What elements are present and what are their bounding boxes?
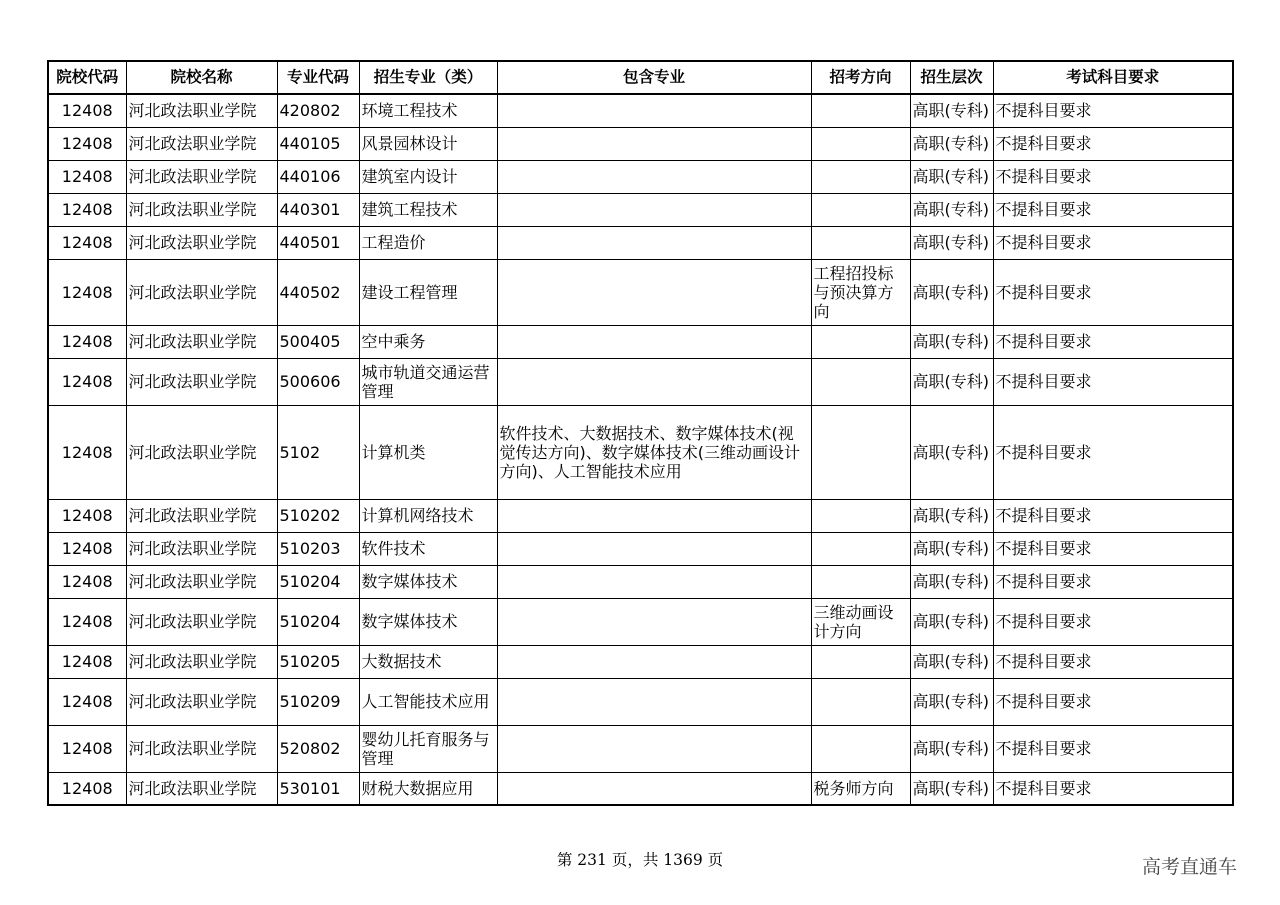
cell-direction	[811, 193, 910, 226]
table-row	[48, 725, 1233, 772]
cell-level: 高职(专科)	[910, 325, 993, 358]
cell-school-name: 河北政法职业学院	[126, 725, 277, 772]
cell-major-name: 空中乘务	[359, 325, 497, 358]
cell-major-code: 5102	[277, 405, 359, 499]
cell-school-code: 12408	[48, 358, 126, 405]
cell-level: 高职(专科)	[910, 678, 993, 725]
cell-direction	[811, 499, 910, 532]
cell-subject-requirement: 不提科目要求	[993, 725, 1233, 772]
cell-level: 高职(专科)	[910, 127, 993, 160]
cell-direction: 税务师方向	[811, 772, 910, 805]
table-row	[48, 325, 1233, 358]
cell-included-majors	[497, 94, 811, 127]
cell-major-name: 建设工程管理	[359, 259, 497, 325]
cell-school-code: 12408	[48, 160, 126, 193]
cell-school-name: 河北政法职业学院	[126, 499, 277, 532]
table-row	[48, 645, 1233, 678]
cell-school-name: 河北政法职业学院	[126, 532, 277, 565]
cell-included-majors: 软件技术、大数据技术、数字媒体技术(视觉传达方向)、数字媒体技术(三维动画设计方向)、人工智能技术应用	[497, 405, 811, 499]
table-row	[48, 678, 1233, 725]
cell-school-code: 12408	[48, 259, 126, 325]
cell-school-code: 12408	[48, 772, 126, 805]
cell-major-code: 420802	[277, 94, 359, 127]
cell-direction	[811, 325, 910, 358]
cell-subject-requirement: 不提科目要求	[993, 127, 1233, 160]
cell-subject-requirement: 不提科目要求	[993, 325, 1233, 358]
cell-school-name: 河北政法职业学院	[126, 259, 277, 325]
cell-school-code: 12408	[48, 499, 126, 532]
cell-direction: 工程招投标与预决算方向	[811, 259, 910, 325]
cell-direction	[811, 645, 910, 678]
cell-level: 高职(专科)	[910, 193, 993, 226]
cell-subject-requirement: 不提科目要求	[993, 259, 1233, 325]
cell-school-code: 12408	[48, 598, 126, 645]
cell-subject-requirement: 不提科目要求	[993, 160, 1233, 193]
cell-subject-requirement: 不提科目要求	[993, 565, 1233, 598]
cell-major-code: 440105	[277, 127, 359, 160]
col-header-included-majors: 包含专业	[497, 61, 811, 94]
cell-level: 高职(专科)	[910, 358, 993, 405]
cell-major-code: 530101	[277, 772, 359, 805]
table-row	[48, 358, 1233, 405]
cell-major-name: 计算机网络技术	[359, 499, 497, 532]
cell-major-name: 大数据技术	[359, 645, 497, 678]
cell-direction	[811, 358, 910, 405]
table-row	[48, 160, 1233, 193]
cell-major-code: 510204	[277, 598, 359, 645]
cell-major-name: 人工智能技术应用	[359, 678, 497, 725]
cell-school-code: 12408	[48, 678, 126, 725]
cell-school-code: 12408	[48, 565, 126, 598]
table-body	[48, 94, 1233, 805]
cell-included-majors	[497, 499, 811, 532]
cell-included-majors	[497, 160, 811, 193]
col-header-direction: 招考方向	[811, 61, 910, 94]
table-row	[48, 565, 1233, 598]
cell-major-code: 440502	[277, 259, 359, 325]
col-header-major: 招生专业（类）	[359, 61, 497, 94]
cell-major-name: 城市轨道交通运营管理	[359, 358, 497, 405]
cell-subject-requirement: 不提科目要求	[993, 598, 1233, 645]
cell-major-code: 510204	[277, 565, 359, 598]
cell-major-code: 510202	[277, 499, 359, 532]
cell-included-majors	[497, 325, 811, 358]
cell-major-code: 510209	[277, 678, 359, 725]
table-row	[48, 598, 1233, 645]
cell-major-name: 计算机类	[359, 405, 497, 499]
col-header-school-name: 院校名称	[126, 61, 277, 94]
cell-major-code: 510203	[277, 532, 359, 565]
cell-major-code: 440106	[277, 160, 359, 193]
page-number: 第 231 页，共 1369 页	[556, 851, 724, 869]
cell-level: 高职(专科)	[910, 499, 993, 532]
cell-direction	[811, 678, 910, 725]
cell-major-code: 500405	[277, 325, 359, 358]
cell-level: 高职(专科)	[910, 725, 993, 772]
cell-subject-requirement: 不提科目要求	[993, 532, 1233, 565]
cell-subject-requirement: 不提科目要求	[993, 358, 1233, 405]
cell-major-name: 数字媒体技术	[359, 598, 497, 645]
cell-subject-requirement: 不提科目要求	[993, 94, 1233, 127]
cell-level: 高职(专科)	[910, 94, 993, 127]
cell-major-name: 工程造价	[359, 226, 497, 259]
cell-included-majors	[497, 725, 811, 772]
cell-direction	[811, 532, 910, 565]
cell-subject-requirement: 不提科目要求	[993, 645, 1233, 678]
cell-included-majors	[497, 193, 811, 226]
table-row	[48, 226, 1233, 259]
cell-school-name: 河北政法职业学院	[126, 160, 277, 193]
cell-major-code: 510205	[277, 645, 359, 678]
table-row	[48, 193, 1233, 226]
table-row	[48, 94, 1233, 127]
cell-school-code: 12408	[48, 405, 126, 499]
cell-level: 高职(专科)	[910, 160, 993, 193]
cell-major-name: 软件技术	[359, 532, 497, 565]
cell-school-name: 河北政法职业学院	[126, 772, 277, 805]
cell-school-name: 河北政法职业学院	[126, 325, 277, 358]
cell-level: 高职(专科)	[910, 772, 993, 805]
cell-direction	[811, 725, 910, 772]
cell-level: 高职(专科)	[910, 226, 993, 259]
cell-major-code: 440501	[277, 226, 359, 259]
admissions-table	[47, 60, 1234, 806]
cell-subject-requirement: 不提科目要求	[993, 226, 1233, 259]
cell-included-majors	[497, 598, 811, 645]
cell-included-majors	[497, 565, 811, 598]
cell-school-name: 河北政法职业学院	[126, 405, 277, 499]
cell-level: 高职(专科)	[910, 565, 993, 598]
cell-school-code: 12408	[48, 127, 126, 160]
cell-direction: 三维动画设计方向	[811, 598, 910, 645]
cell-school-name: 河北政法职业学院	[126, 358, 277, 405]
cell-level: 高职(专科)	[910, 532, 993, 565]
cell-level: 高职(专科)	[910, 259, 993, 325]
cell-school-code: 12408	[48, 325, 126, 358]
cell-school-name: 河北政法职业学院	[126, 598, 277, 645]
cell-level: 高职(专科)	[910, 405, 993, 499]
cell-subject-requirement: 不提科目要求	[993, 405, 1233, 499]
cell-school-name: 河北政法职业学院	[126, 226, 277, 259]
cell-school-code: 12408	[48, 532, 126, 565]
cell-direction	[811, 226, 910, 259]
col-header-subject-requirement: 考试科目要求	[993, 61, 1233, 94]
cell-direction	[811, 160, 910, 193]
cell-school-name: 河北政法职业学院	[126, 565, 277, 598]
col-header-school-code: 院校代码	[48, 61, 126, 94]
cell-major-code: 500606	[277, 358, 359, 405]
cell-major-code: 440301	[277, 193, 359, 226]
table-row	[48, 499, 1233, 532]
cell-school-name: 河北政法职业学院	[126, 127, 277, 160]
cell-level: 高职(专科)	[910, 645, 993, 678]
cell-major-name: 财税大数据应用	[359, 772, 497, 805]
table-row	[48, 772, 1233, 805]
table-row	[48, 532, 1233, 565]
cell-school-code: 12408	[48, 94, 126, 127]
col-header-major-code: 专业代码	[277, 61, 359, 94]
cell-included-majors	[497, 532, 811, 565]
cell-school-name: 河北政法职业学院	[126, 94, 277, 127]
table-row	[48, 259, 1233, 325]
cell-major-name: 建筑室内设计	[359, 160, 497, 193]
cell-subject-requirement: 不提科目要求	[993, 772, 1233, 805]
cell-school-name: 河北政法职业学院	[126, 645, 277, 678]
cell-school-code: 12408	[48, 226, 126, 259]
cell-major-name: 环境工程技术	[359, 94, 497, 127]
cell-major-name: 建筑工程技术	[359, 193, 497, 226]
cell-included-majors	[497, 358, 811, 405]
cell-subject-requirement: 不提科目要求	[993, 499, 1233, 532]
cell-included-majors	[497, 226, 811, 259]
table-row	[48, 127, 1233, 160]
table-row	[48, 405, 1233, 499]
cell-level: 高职(专科)	[910, 598, 993, 645]
cell-school-code: 12408	[48, 725, 126, 772]
cell-subject-requirement: 不提科目要求	[993, 678, 1233, 725]
cell-school-code: 12408	[48, 645, 126, 678]
cell-major-name: 风景园林设计	[359, 127, 497, 160]
cell-direction	[811, 94, 910, 127]
cell-major-name: 婴幼儿托育服务与管理	[359, 725, 497, 772]
cell-school-name: 河北政法职业学院	[126, 678, 277, 725]
col-header-level: 招生层次	[910, 61, 993, 94]
cell-included-majors	[497, 772, 811, 805]
cell-school-code: 12408	[48, 193, 126, 226]
header-row	[48, 61, 1233, 94]
cell-included-majors	[497, 645, 811, 678]
cell-direction	[811, 405, 910, 499]
cell-major-name: 数字媒体技术	[359, 565, 497, 598]
cell-direction	[811, 127, 910, 160]
cell-included-majors	[497, 678, 811, 725]
cell-direction	[811, 565, 910, 598]
cell-included-majors	[497, 259, 811, 325]
cell-major-code: 520802	[277, 725, 359, 772]
cell-school-name: 河北政法职业学院	[126, 193, 277, 226]
cell-included-majors	[497, 127, 811, 160]
cell-subject-requirement: 不提科目要求	[993, 193, 1233, 226]
watermark-text: 高考直通车	[1142, 856, 1238, 878]
